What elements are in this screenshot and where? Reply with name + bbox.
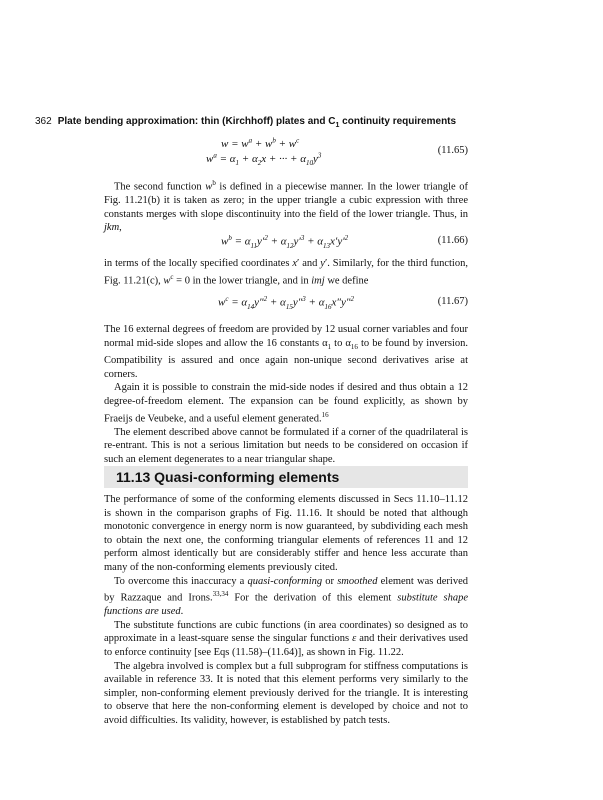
eq-11-65-l1-lhs: $w = w^a + w^b + w^c$ [221, 136, 300, 150]
paragraph-4: Again it is possible to constrain the mid-side nodes if desired and thus obtain a 12 degree-of-freedom element. The expansion can be found explicitly, as shown by Fraeijs de Veubeke, and a useful element generated.$^{16}$ [104, 382, 468, 425]
equation-number-11-65: (11.65) [437, 145, 468, 156]
section-paragraph-1: The performance of some of the conforming elements discussed in Secs 11.10–11.12 is shown in the comparison graphs of Fig. 11.16. It should be noted that although monotonic convergence in energy norm is now guaranteed, by subdividing each mesh to obtain the next one, the conforming triangular elements of references 11 and 12 perform almost identically but are considerably stiffer and hence less accurate than many of the non-conforming elements previously cited. [104, 494, 468, 573]
section-paragraph-4: The algebra involved is complex but a full subprogram for stiffness computations is available in reference 33. It is noted that this element performs very similarly to the simpler, non-conforming element previously derived for the triangle. It is interesting to observe that here the non-conforming element is developed by choice and not to avoid difficulties. Its validity, however, is established by patch tests. [104, 660, 468, 726]
header-title: Plate bending approximation: thin (Kirchhoff) plates and C [57, 116, 336, 127]
equation-11-67: $w^c = \alpha_{14}y''^2 + \alpha_{15}y''^3 + \alpha_{16}x''y''^2$ [218, 295, 354, 311]
equation-11-65-line1 [221, 136, 299, 150]
paragraph-1 [104, 177, 468, 235]
paragraph-text: in terms of the locally specified coordinates x′ and y′. Similarly, for the third function, Fig. 11.21(c), $w^c = 0$ in the lower triangle, and in imj we define [104, 258, 468, 287]
paragraph-text: The second function $w^b$ is defined in a piecewise manner. In the lower triangle of Fig. 11.21(b) it is taken as zero; in the upper triangle a cubic expression with three constants merges with slope discontinuity into the field of the lower triangle. Thus, in jkm, [104, 179, 468, 234]
header-title-subscript: 1 [335, 122, 340, 129]
paragraph-block-after-eq [104, 323, 468, 467]
section-heading-box [104, 466, 468, 488]
paragraph-5: The element described above cannot be formulated if a corner of the quadrilateral is re-entrant. This is not a serious limitation but needs to be considered on occasion if such an element degenerates to a near triangular shape. [104, 426, 468, 465]
eq-11-65-l2: $w^a = \alpha_1 + \alpha_2x$ + ··· + $\alpha_{10}y^3$ [206, 151, 322, 167]
equation-number-11-66: (11.66) [437, 235, 468, 246]
section-heading: 11.13 Quasi-conforming elements [116, 469, 340, 485]
running-header [35, 116, 475, 129]
page-number: 362 [35, 116, 52, 127]
section-body [104, 493, 468, 728]
section-paragraph-2: To overcome this inaccuracy a quasi-conforming or smoothed element was derived by Razzaque and Irons.$^{33,34}$ For the derivation of this element substitute shape functions are used. [104, 575, 469, 618]
header-title-end: continuity requirements [339, 116, 457, 127]
section-paragraph-3: The substitute functions are cubic functions (in area coordinates) so designed as to approximate in a least-square sense the singular functions ε and their derivatives used to enforce continuity [see Eqs (11.58)–(11.64)], as shown in Fig. 11.22. [104, 619, 468, 659]
equation-11-65-line2 [206, 151, 321, 167]
paragraph-2 [104, 257, 468, 288]
paragraph-3: The 16 external degrees of freedom are provided by 12 usual corner variables and four normal mid-side slopes and allow the 16 constants $\alpha_1$ to $\alpha_{16}$ to be found by inversion. Compatibility is assured and once again non-unique second derivatives arise at corners. [104, 324, 469, 380]
equation-11-66: $w^b = \alpha_{11}y'^2 + \alpha_{12}y'^3 + \alpha_{13}x'y'^2$ [221, 234, 349, 250]
equation-number-11-67: (11.67) [437, 296, 468, 307]
